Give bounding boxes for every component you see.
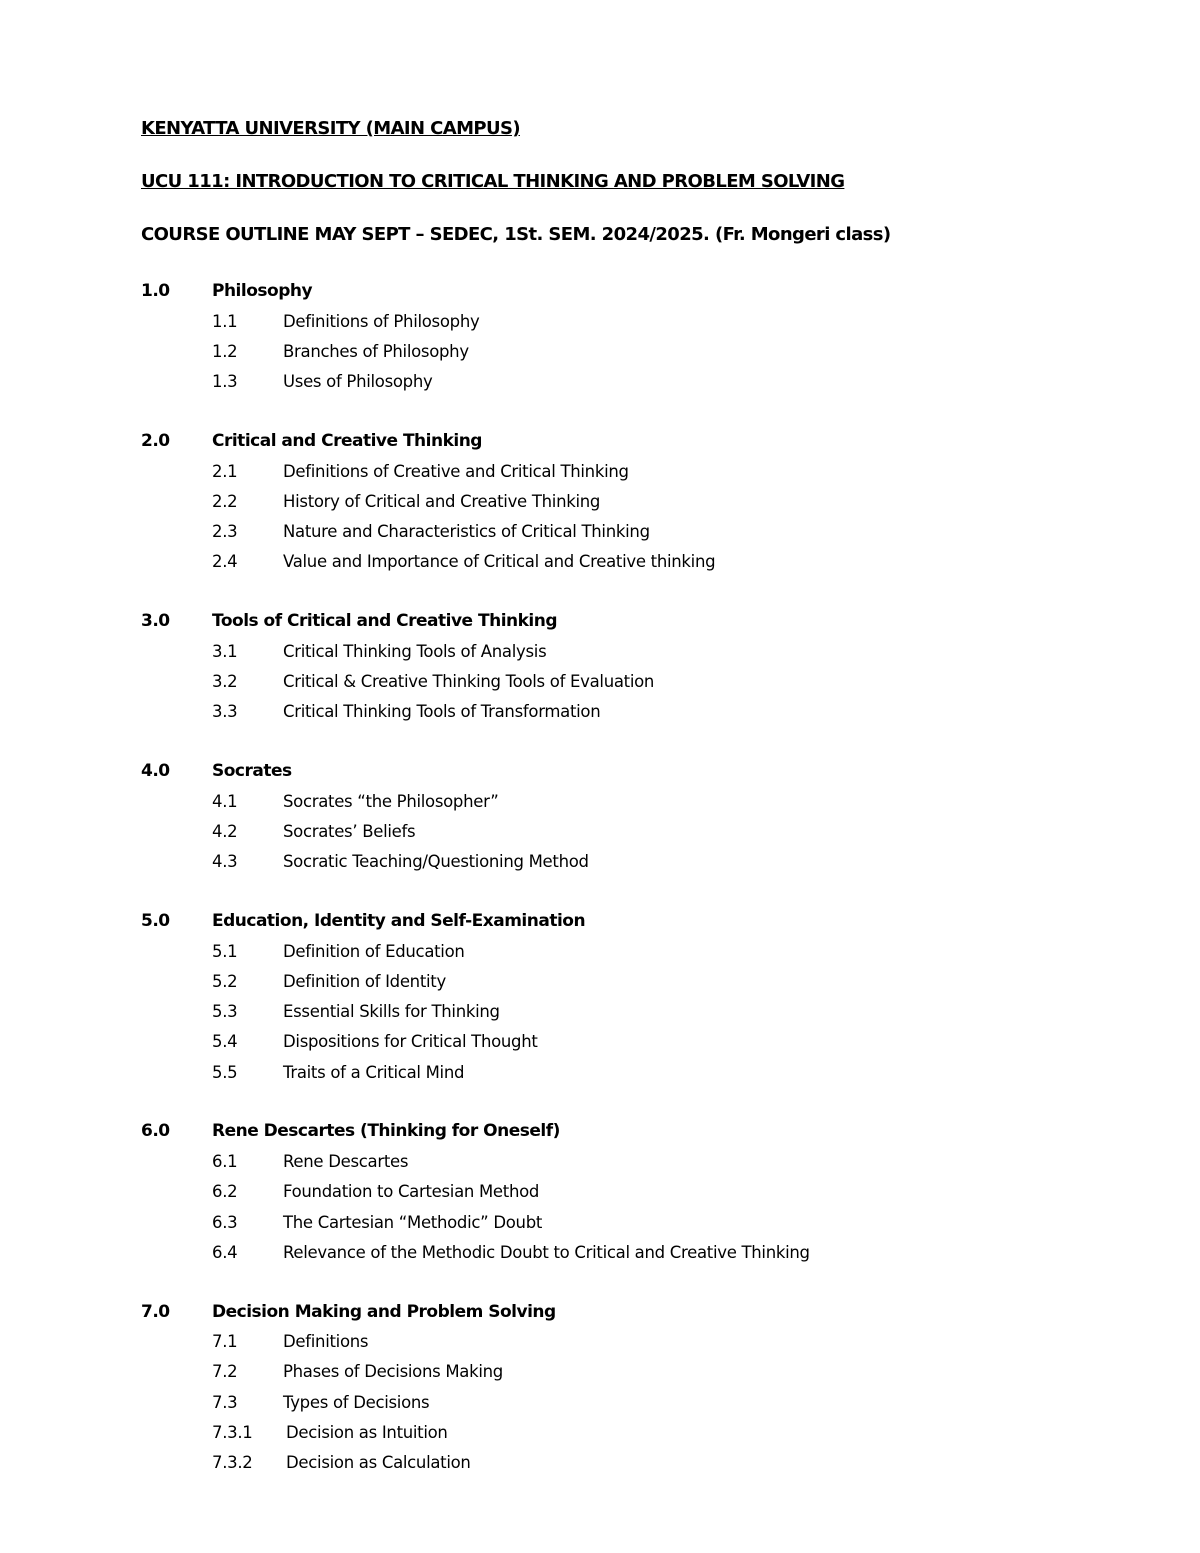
section-heading (141, 906, 1141, 936)
item-text: Socratic Teaching/Questioning Method (283, 852, 589, 872)
outline-item (141, 1207, 1141, 1237)
outline-item (141, 666, 1141, 696)
outline-item (141, 636, 1141, 666)
section-number: 5.0 (141, 910, 170, 931)
outline-item (141, 1027, 1141, 1057)
outline-item (141, 1177, 1141, 1207)
item-number: 4.3 (212, 852, 238, 872)
section-heading (141, 426, 1141, 456)
item-text: Phases of Decisions Making (283, 1362, 503, 1382)
item-number: 3.1 (212, 641, 238, 661)
item-text: Critical Thinking Tools of Analysis (283, 641, 547, 661)
item-text: Types of Decisions (283, 1392, 430, 1412)
university-heading: KENYATTA UNIVERSITY (MAIN CAMPUS) (141, 118, 520, 139)
course-outline-heading: COURSE OUTLINE MAY SEPT – SEDEC, 1St. SEM. 2024/2025. (Fr. Mongeri class) (141, 224, 891, 245)
outline-item (141, 1448, 1141, 1478)
item-number: 5.2 (212, 971, 238, 991)
item-text: Relevance of the Methodic Doubt to Critical and Creative Thinking (283, 1242, 810, 1262)
item-text: Traits of a Critical Mind (283, 1062, 465, 1082)
outline-item (141, 1357, 1141, 1387)
item-text: Value and Importance of Critical and Creative thinking (283, 552, 716, 572)
item-text: Nature and Characteristics of Critical Thinking (283, 522, 650, 542)
outline-sections (141, 276, 1141, 1507)
outline-item (141, 786, 1141, 816)
item-number: 2.4 (212, 552, 238, 572)
section-number: 1.0 (141, 281, 170, 301)
outline-item (141, 306, 1141, 336)
outline-item (141, 996, 1141, 1026)
outline-item (141, 456, 1141, 486)
outline-item (141, 486, 1141, 516)
item-number: 6.3 (212, 1212, 238, 1232)
section-title: Critical and Creative Thinking (212, 430, 482, 451)
item-number: 3.2 (212, 672, 238, 692)
item-text: History of Critical and Creative Thinking (283, 491, 601, 511)
outline-item (141, 697, 1141, 727)
section-number: 6.0 (141, 1121, 170, 1142)
item-text: Decision as Calculation (286, 1453, 471, 1473)
item-number: 7.3.2 (212, 1453, 253, 1473)
item-number: 6.2 (212, 1182, 238, 1202)
item-text: Definitions (283, 1332, 369, 1352)
outline-item (141, 516, 1141, 546)
item-number: 1.1 (212, 311, 238, 331)
item-text: Rene Descartes (283, 1151, 409, 1171)
item-number: 5.3 (212, 1002, 238, 1022)
item-text: Critical Thinking Tools of Transformation (283, 702, 601, 722)
item-number: 5.4 (212, 1032, 238, 1052)
section-title: Rene Descartes (Thinking for Oneself) (212, 1121, 560, 1142)
item-text: Definition of Identity (283, 971, 446, 991)
item-text: Essential Skills for Thinking (283, 1002, 500, 1022)
item-number: 2.2 (212, 491, 238, 511)
section-title: Decision Making and Problem Solving (212, 1301, 556, 1322)
outline-item (141, 1237, 1141, 1267)
item-number: 2.3 (212, 522, 238, 542)
item-text: Definitions of Creative and Critical Thinking (283, 461, 629, 481)
item-text: Decision as Intuition (286, 1423, 448, 1443)
item-text: Definition of Education (283, 941, 465, 961)
item-text: Uses of Philosophy (283, 372, 433, 392)
outline-section (141, 276, 1141, 397)
item-number: 5.5 (212, 1062, 238, 1082)
outline-item (141, 1387, 1141, 1417)
outline-section (141, 1297, 1141, 1478)
section-title: Tools of Critical and Creative Thinking (212, 611, 558, 632)
outline-item (141, 367, 1141, 397)
item-number: 1.3 (212, 372, 238, 392)
section-title: Philosophy (212, 281, 313, 301)
item-number: 7.3 (212, 1392, 238, 1412)
section-heading (141, 1116, 1141, 1146)
item-number: 6.1 (212, 1151, 238, 1171)
outline-item (141, 1146, 1141, 1176)
item-number: 1.2 (212, 341, 238, 361)
outline-item (141, 816, 1141, 846)
item-number: 2.1 (212, 461, 238, 481)
outline-item (141, 1327, 1141, 1357)
outline-item (141, 547, 1141, 577)
item-number: 5.1 (212, 941, 238, 961)
section-number: 7.0 (141, 1301, 170, 1322)
outline-section (141, 756, 1141, 877)
item-number: 7.2 (212, 1362, 238, 1382)
item-text: Socrates’ Beliefs (283, 821, 416, 841)
section-title: Socrates (212, 760, 292, 781)
item-number: 4.1 (212, 791, 238, 811)
outline-section (141, 426, 1141, 577)
section-number: 3.0 (141, 611, 170, 632)
outline-section (141, 906, 1141, 1087)
outline-section (141, 1116, 1141, 1267)
item-text: Definitions of Philosophy (283, 311, 480, 331)
item-text: Branches of Philosophy (283, 341, 469, 361)
outline-item (141, 336, 1141, 366)
item-text: Critical & Creative Thinking Tools of Evaluation (283, 672, 655, 692)
course-title-heading: UCU 111: INTRODUCTION TO CRITICAL THINKING AND PROBLEM SOLVING (141, 171, 845, 192)
section-heading (141, 276, 1141, 306)
outline-section (141, 606, 1141, 727)
item-text: Socrates “the Philosopher” (283, 791, 499, 811)
outline-item (141, 936, 1141, 966)
outline-item (141, 1417, 1141, 1447)
section-heading (141, 1297, 1141, 1327)
section-title: Education, Identity and Self-Examination (212, 910, 586, 931)
item-number: 4.2 (212, 821, 238, 841)
item-number: 7.1 (212, 1332, 238, 1352)
outline-item (141, 966, 1141, 996)
outline-item (141, 847, 1141, 877)
item-text: The Cartesian “Methodic” Doubt (283, 1212, 543, 1232)
item-number: 3.3 (212, 702, 238, 722)
item-number: 6.4 (212, 1242, 238, 1262)
item-number: 7.3.1 (212, 1423, 253, 1443)
section-number: 4.0 (141, 760, 170, 781)
section-number: 2.0 (141, 430, 170, 451)
outline-item (141, 1057, 1141, 1087)
item-text: Dispositions for Critical Thought (283, 1032, 538, 1052)
section-heading (141, 756, 1141, 786)
section-heading (141, 606, 1141, 636)
item-text: Foundation to Cartesian Method (283, 1182, 540, 1202)
